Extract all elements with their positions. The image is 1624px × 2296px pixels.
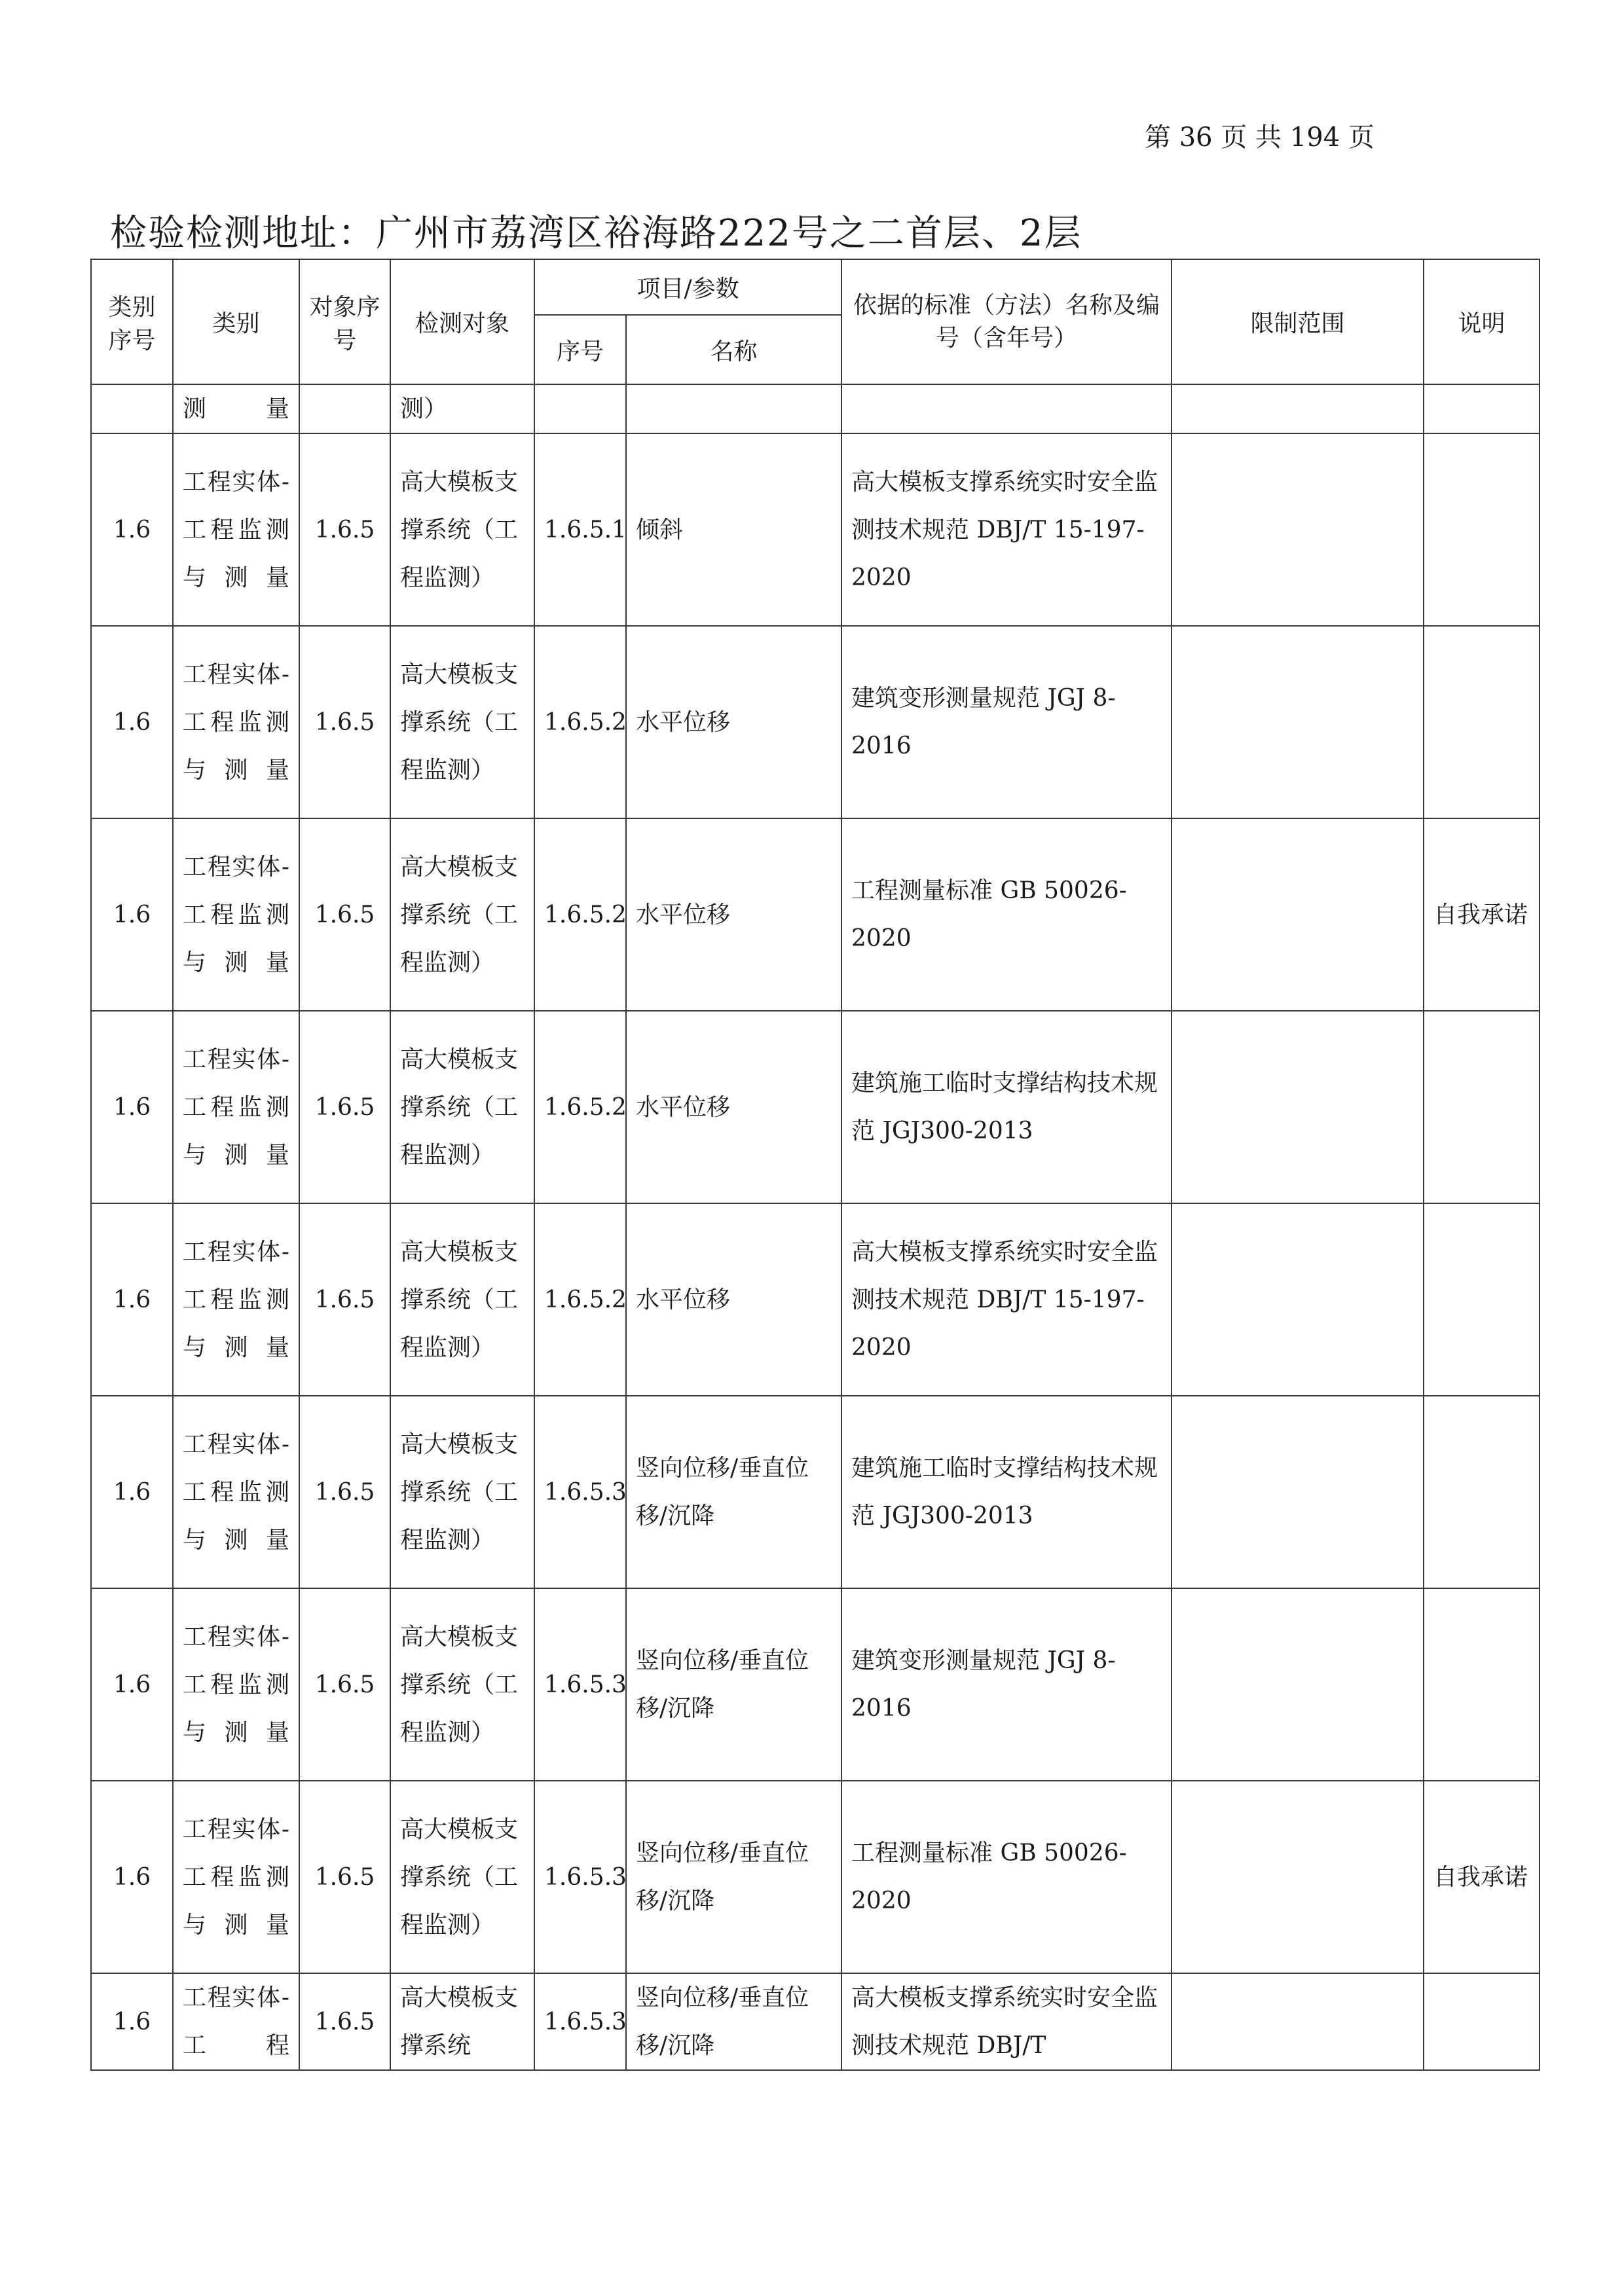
cell-obj-no xyxy=(299,384,390,433)
cell-category: 工程实体-工程 xyxy=(173,1973,299,2070)
cell-param-no: 1.6.5.2 xyxy=(534,626,626,818)
cell-cat-no xyxy=(91,384,173,433)
cell-object: 高大模板支撑系统（工程监测） xyxy=(390,1396,534,1588)
cell-object: 高大模板支撑系统（工程监测） xyxy=(390,626,534,818)
cell-standard: 建筑变形测量规范 JGJ 8-2016 xyxy=(841,626,1172,818)
cell-object: 高大模板支撑系统（工程监测） xyxy=(390,1011,534,1203)
header-limit: 限制范围 xyxy=(1172,259,1424,384)
table-row xyxy=(91,433,1540,626)
table-row xyxy=(91,626,1540,818)
table-row xyxy=(91,1973,1540,2070)
cell-param-no: 1.6.5.2 xyxy=(534,1011,626,1203)
cell-object: 高大模板支撑系统（工程监测） xyxy=(390,1781,534,1973)
header-note: 说明 xyxy=(1424,259,1540,384)
cell-category: 工程实体-工程监测与测量 xyxy=(173,818,299,1011)
cell-note xyxy=(1424,1588,1540,1781)
cell-limit xyxy=(1172,1203,1424,1396)
table-row xyxy=(91,1781,1540,1973)
cell-object: 高大模板支撑系统 xyxy=(390,1973,534,2070)
cell-obj-no: 1.6.5 xyxy=(299,626,390,818)
cell-note xyxy=(1424,433,1540,626)
cell-param-name: 水平位移 xyxy=(626,818,841,1011)
cell-standard: 工程测量标准 GB 50026-2020 xyxy=(841,1781,1172,1973)
table-row xyxy=(91,818,1540,1011)
cell-standard: 建筑施工临时支撑结构技术规范 JGJ300-2013 xyxy=(841,1396,1172,1588)
cell-object: 高大模板支撑系统（工程监测） xyxy=(390,433,534,626)
cell-object: 高大模板支撑系统（工程监测） xyxy=(390,1203,534,1396)
table-row xyxy=(91,1203,1540,1396)
cell-limit xyxy=(1172,818,1424,1011)
cell-standard xyxy=(841,384,1172,433)
header-category-no: 类别序号 xyxy=(91,259,173,384)
cell-standard: 高大模板支撑系统实时安全监测技术规范 DBJ/T 15-197-2020 xyxy=(841,433,1172,626)
cell-obj-no: 1.6.5 xyxy=(299,1203,390,1396)
cell-category: 工程实体-工程监测与测量 xyxy=(173,1203,299,1396)
header-object-no: 对象序号 xyxy=(299,259,390,384)
cell-category: 工程实体-工程监测与测量 xyxy=(173,1588,299,1781)
cell-object: 高大模板支撑系统（工程监测） xyxy=(390,818,534,1011)
accreditation-scope-table xyxy=(90,259,1540,2071)
cell-param-name xyxy=(626,384,841,433)
cell-note xyxy=(1424,384,1540,433)
cell-category: 测量 xyxy=(173,384,299,433)
cell-param-no: 1.6.5.3 xyxy=(534,1396,626,1588)
cell-param-name: 水平位移 xyxy=(626,626,841,818)
cell-note xyxy=(1424,1396,1540,1588)
table-row xyxy=(91,1396,1540,1588)
cell-cat-no: 1.6 xyxy=(91,1781,173,1973)
cell-cat-no: 1.6 xyxy=(91,1203,173,1396)
table-row xyxy=(91,1588,1540,1781)
cell-cat-no: 1.6 xyxy=(91,1396,173,1588)
cell-param-name: 竖向位移/垂直位移/沉降 xyxy=(626,1588,841,1781)
cell-param-no: 1.6.5.2 xyxy=(534,818,626,1011)
cell-limit xyxy=(1172,433,1424,626)
cell-note: 自我承诺 xyxy=(1424,1781,1540,1973)
cell-param-name: 水平位移 xyxy=(626,1203,841,1396)
cell-param-name: 竖向位移/垂直位移/沉降 xyxy=(626,1973,841,2070)
cell-note: 自我承诺 xyxy=(1424,818,1540,1011)
cell-note xyxy=(1424,1203,1540,1396)
cell-obj-no: 1.6.5 xyxy=(299,1588,390,1781)
cell-param-no: 1.6.5.3 xyxy=(534,1973,626,2070)
cell-limit xyxy=(1172,1781,1424,1973)
cell-param-name: 竖向位移/垂直位移/沉降 xyxy=(626,1396,841,1588)
header-object: 检测对象 xyxy=(390,259,534,384)
cell-param-no: 1.6.5.3 xyxy=(534,1781,626,1973)
cell-limit xyxy=(1172,1588,1424,1781)
cell-obj-no: 1.6.5 xyxy=(299,1396,390,1588)
cell-category: 工程实体-工程监测与测量 xyxy=(173,433,299,626)
cell-limit xyxy=(1172,1973,1424,2070)
cell-param-no: 1.6.5.2 xyxy=(534,1203,626,1396)
cell-param-name: 水平位移 xyxy=(626,1011,841,1203)
cell-cat-no: 1.6 xyxy=(91,818,173,1011)
header-category: 类别 xyxy=(173,259,299,384)
cell-param-no xyxy=(534,384,626,433)
table-row xyxy=(91,1011,1540,1203)
cell-limit xyxy=(1172,626,1424,818)
cell-category: 工程实体-工程监测与测量 xyxy=(173,1781,299,1973)
header-param-no: 序号 xyxy=(534,315,626,384)
cell-obj-no: 1.6.5 xyxy=(299,1781,390,1973)
cell-obj-no: 1.6.5 xyxy=(299,818,390,1011)
header-param-name: 名称 xyxy=(626,315,841,384)
page-number: 第 36 页 共 194 页 xyxy=(1145,122,1375,153)
cell-standard: 建筑施工临时支撑结构技术规范 JGJ300-2013 xyxy=(841,1011,1172,1203)
cell-obj-no: 1.6.5 xyxy=(299,433,390,626)
cell-param-no: 1.6.5.3 xyxy=(534,1588,626,1781)
cell-param-no: 1.6.5.1 xyxy=(534,433,626,626)
cell-category: 工程实体-工程监测与测量 xyxy=(173,626,299,818)
cell-note xyxy=(1424,1973,1540,2070)
cell-note xyxy=(1424,1011,1540,1203)
cell-object: 高大模板支撑系统（工程监测） xyxy=(390,1588,534,1781)
cell-cat-no: 1.6 xyxy=(91,1973,173,2070)
testing-address: 检验检测地址：广州市荔湾区裕海路222号之二首层、2层 xyxy=(110,212,1082,255)
cell-limit xyxy=(1172,1396,1424,1588)
cell-standard: 高大模板支撑系统实时安全监测技术规范 DBJ/T xyxy=(841,1973,1172,2070)
header-item-param: 项目/参数 xyxy=(534,259,841,315)
cell-param-name: 竖向位移/垂直位移/沉降 xyxy=(626,1781,841,1973)
cell-note xyxy=(1424,626,1540,818)
header-standard: 依据的标准（方法）名称及编号（含年号） xyxy=(841,259,1172,384)
cell-limit xyxy=(1172,384,1424,433)
cell-cat-no: 1.6 xyxy=(91,626,173,818)
cell-cat-no: 1.6 xyxy=(91,433,173,626)
cell-limit xyxy=(1172,1011,1424,1203)
cell-obj-no: 1.6.5 xyxy=(299,1973,390,2070)
cell-category: 工程实体-工程监测与测量 xyxy=(173,1011,299,1203)
table-row-continuation xyxy=(91,384,1540,433)
cell-category: 工程实体-工程监测与测量 xyxy=(173,1396,299,1588)
cell-standard: 建筑变形测量规范 JGJ 8-2016 xyxy=(841,1588,1172,1781)
cell-cat-no: 1.6 xyxy=(91,1011,173,1203)
cell-cat-no: 1.6 xyxy=(91,1588,173,1781)
cell-object: 测） xyxy=(390,384,534,433)
cell-standard: 工程测量标准 GB 50026-2020 xyxy=(841,818,1172,1011)
cell-standard: 高大模板支撑系统实时安全监测技术规范 DBJ/T 15-197-2020 xyxy=(841,1203,1172,1396)
cell-param-name: 倾斜 xyxy=(626,433,841,626)
cell-obj-no: 1.6.5 xyxy=(299,1011,390,1203)
